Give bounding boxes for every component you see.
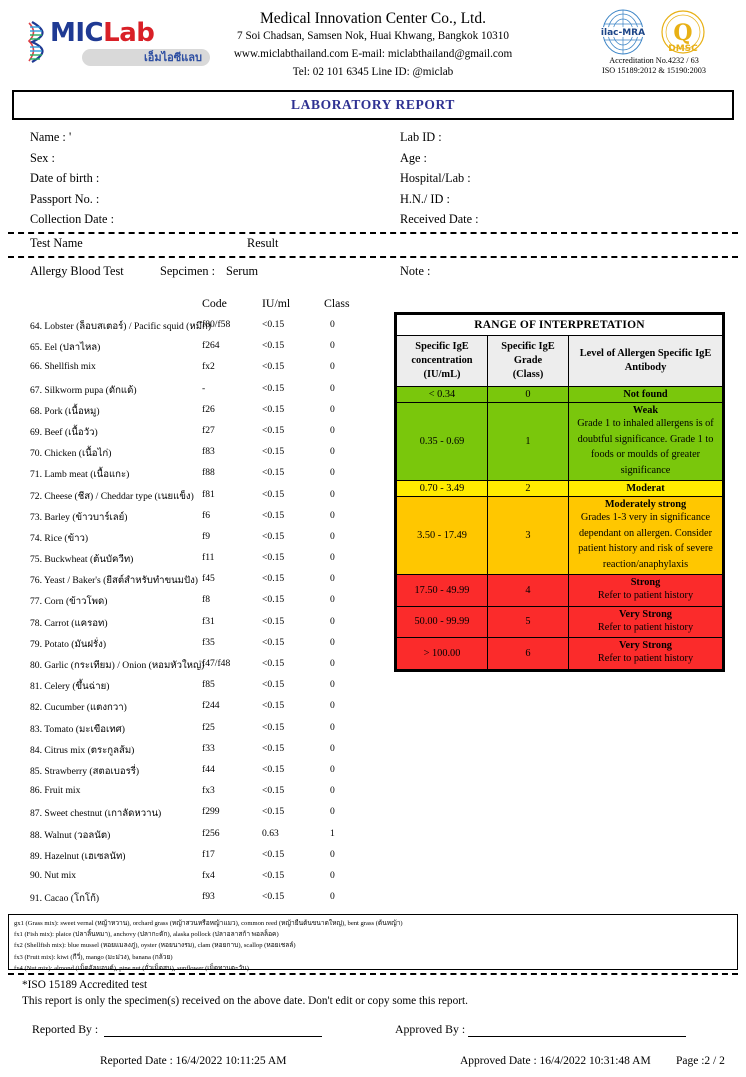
allergen-class-value: 0	[330, 700, 335, 712]
field-dob-label: Date of birth :	[30, 171, 100, 185]
allergen-code: f81	[202, 488, 215, 500]
logo-mic-text: MIC	[50, 18, 104, 48]
interpretation-range: 0.35 - 0.69	[397, 403, 488, 481]
results-header-class: Class	[324, 296, 350, 310]
specimen-label: Sepcimen :	[160, 264, 215, 278]
interpretation-range: 17.50 - 49.99	[397, 575, 488, 607]
allergen-name: 86. Fruit mix	[30, 785, 81, 797]
allergen-name: 69. Beef (เนื้อวัว)	[30, 426, 98, 438]
results-rows-host	[30, 316, 375, 909]
field-age	[400, 148, 479, 169]
allergen-code: f83	[202, 446, 215, 458]
interpretation-grade: 2	[488, 481, 569, 497]
allergen-iu-value: <0.15	[262, 848, 285, 860]
interpretation-row	[397, 575, 723, 607]
interpretation-row	[397, 638, 723, 670]
allergen-class-value: 0	[330, 785, 335, 797]
allergen-code: f45	[202, 573, 215, 585]
specimen-row	[0, 264, 746, 286]
interpretation-level-description: Grades 1-3 very in significance dependant on allergen. Consider patient history and risk of severe reaction/anaphylaxis	[578, 512, 713, 570]
approved-by-label: Approved By :	[395, 1022, 466, 1036]
allergen-class-value: 0	[330, 319, 335, 330]
allergen-iu-value: <0.15	[262, 340, 285, 352]
allergen-code: f85	[202, 679, 215, 691]
allergen-class-value: 0	[330, 552, 335, 564]
signature-section	[0, 1020, 746, 1054]
allergen-class-value: 0	[330, 509, 335, 521]
approved-date: Approved Date : 16/4/2022 10:31:48 AM	[460, 1055, 651, 1067]
allergen-iu-value: <0.15	[262, 763, 285, 775]
interpretation-range: > 100.00	[397, 638, 488, 670]
accreditation-number: Accreditation No.4232 / 63	[609, 56, 699, 65]
footnote-fx2: fx2 (Shellfish mix): blue mussel (หอยแมลงภู่), oyster (หอยนางรม), clam (หอยกาบ), scallop (หอยเชลล์)	[14, 942, 296, 950]
table-row	[30, 740, 375, 761]
interpretation-range: 0.70 - 3.49	[397, 481, 488, 497]
field-name-label: Name :	[30, 130, 66, 144]
field-age-label: Age :	[400, 150, 427, 165]
page-number: Page :2 / 2	[676, 1055, 725, 1067]
allergen-code: f27	[202, 424, 215, 436]
field-collection-date	[30, 209, 114, 230]
allergen-class-value: 0	[330, 467, 335, 479]
allergen-iu-value: <0.15	[262, 594, 285, 606]
allergen-iu-value: <0.15	[262, 700, 285, 712]
allergen-name: 79. Potato (มันฝรั่ง)	[30, 638, 107, 650]
table-row	[30, 719, 375, 740]
table-row	[30, 549, 375, 570]
allergen-iu-value: <0.15	[262, 446, 285, 458]
table-row	[30, 401, 375, 422]
field-name-value: '	[68, 130, 72, 144]
interpretation-title-row	[397, 315, 723, 336]
allergen-code: f31	[202, 615, 215, 627]
allergen-class-value: 1	[330, 827, 335, 839]
report-title-bar	[12, 90, 734, 120]
interpretation-level-title: Moderat	[626, 483, 665, 494]
allergen-code: f93	[202, 891, 215, 903]
allergen-results-table	[30, 296, 375, 909]
footer-dates	[0, 1055, 746, 1077]
allergen-code: f35	[202, 636, 215, 648]
field-hospital-lab	[400, 168, 479, 189]
allergen-code: fx4	[202, 869, 215, 881]
allergen-class-value: 0	[330, 891, 335, 903]
allergen-class-value: 0	[330, 573, 335, 585]
interpretation-row	[397, 403, 723, 481]
allergen-iu-value: <0.15	[262, 869, 285, 881]
field-lab-id	[400, 127, 479, 148]
interpretation-level	[569, 606, 723, 638]
allergen-name: 77. Corn (ข้าวโพด)	[30, 596, 108, 608]
allergen-iu-value: <0.15	[262, 636, 285, 648]
range-of-interpretation-table	[394, 312, 725, 672]
svg-text:DMSC: DMSC	[668, 44, 698, 54]
allergen-code: f80/f58	[202, 319, 231, 330]
interpretation-level	[569, 481, 723, 497]
header-test-name: Test Name	[30, 236, 83, 250]
table-row	[30, 782, 375, 803]
allergen-iu-value: <0.15	[262, 403, 285, 415]
interpretation-grade: 4	[488, 575, 569, 607]
allergen-iu-value: <0.15	[262, 806, 285, 818]
allergen-name: 80. Garlic (กระเทียม) / Onion (หอมหัวใหญ่)	[30, 660, 205, 671]
interpretation-grid	[396, 314, 723, 670]
allergen-class-value: 0	[330, 382, 335, 394]
allergen-name: 67. Silkworm pupa (ดักแด้)	[30, 384, 137, 396]
allergen-code: f44	[202, 763, 215, 775]
logo-lab-text: Lab	[103, 18, 155, 48]
approved-by-signature-line[interactable]	[468, 1036, 686, 1037]
allergen-name: 68. Pork (เนื้อหมู)	[30, 405, 100, 417]
report-body	[0, 264, 746, 914]
divider-bottom	[8, 256, 738, 258]
table-row	[30, 803, 375, 824]
allergen-iu-value: <0.15	[262, 552, 285, 564]
results-header-iu: IU/ml	[262, 296, 291, 310]
interpretation-grade: 6	[488, 638, 569, 670]
allergen-name: 87. Sweet chestnut (เกาลัดหวาน)	[30, 808, 162, 820]
field-lab-id-label: Lab ID :	[400, 130, 442, 144]
svg-text:Q: Q	[673, 20, 693, 46]
allergen-iu-value: <0.15	[262, 530, 285, 542]
specimen-value: Serum	[226, 264, 259, 278]
table-row	[30, 846, 375, 867]
interpretation-grade: 3	[488, 497, 569, 575]
interpretation-level-title: Very Strong	[619, 640, 672, 651]
interpretation-grade: 1	[488, 403, 569, 481]
reported-by-label: Reported By :	[32, 1022, 99, 1036]
allergen-code: f25	[202, 721, 215, 733]
reported-by-signature-line[interactable]	[104, 1036, 322, 1037]
table-row	[30, 761, 375, 782]
allergen-iu-value: 0.63	[262, 827, 279, 839]
allergen-iu-value: <0.15	[262, 573, 285, 585]
table-row	[30, 676, 375, 697]
allergen-code: f11	[202, 552, 215, 564]
hdr-level-line2: Antibody	[624, 362, 667, 373]
allergen-code: -	[202, 382, 206, 394]
logo-wordmark	[50, 18, 154, 48]
field-received-date-label: Received Date :	[400, 212, 479, 226]
table-row	[30, 867, 375, 888]
disclaimer-line-2: This report is only the specimen(s) received on the above date. Don't edit or copy some this report.	[22, 994, 468, 1007]
dna-helix-icon	[26, 20, 52, 64]
table-row	[30, 697, 375, 718]
allergen-class-value: 0	[330, 679, 335, 691]
allergen-iu-value: <0.15	[262, 615, 285, 627]
allergen-code: f33	[202, 742, 215, 754]
allergen-name: 74. Rice (ข้าว)	[30, 532, 89, 544]
allergen-iu-value: <0.15	[262, 488, 285, 500]
table-row	[30, 380, 375, 401]
allergen-name: 66. Shellfish mix	[30, 361, 96, 373]
allergen-name: 84. Citrus mix (ตระกูลส้ม)	[30, 744, 135, 756]
allergen-class-value: 0	[330, 658, 335, 669]
allergen-name: 89. Hazelnut (เฮเซลนัท)	[30, 850, 126, 862]
interpretation-level	[569, 638, 723, 670]
allergen-class-value: 0	[330, 403, 335, 415]
table-row	[30, 316, 375, 337]
table-row	[30, 528, 375, 549]
allergen-name: 70. Chicken (เนื้อไก่)	[30, 448, 112, 460]
allergen-name: 85. Strawberry (สตอเบอรรี่)	[30, 765, 140, 777]
note-label: Note :	[400, 264, 431, 278]
interpretation-range: 50.00 - 99.99	[397, 606, 488, 638]
allergen-code: f47/f48	[202, 658, 231, 669]
field-passport-no	[30, 189, 114, 210]
results-header-row	[30, 296, 375, 316]
allergen-class-value: 0	[330, 869, 335, 881]
table-row	[30, 464, 375, 485]
footnote-gx1: gx1 (Grass mix): sweet vernal (หญ้าหวาน), orchard grass (หญ้าสวนหรือหญ้าแมว), common reed (หญ้ายืนต้นขนาดใหญ่), bent grass (ต้นหญ้า)	[14, 920, 403, 927]
report-header	[0, 0, 746, 88]
allergen-code: f17	[202, 848, 215, 860]
allergen-name: 91. Cacao (โกโก้)	[30, 893, 100, 905]
interpretation-level-description: Refer to patient history	[597, 653, 694, 664]
hdr-grade-line2: Grade	[513, 355, 543, 366]
disclaimer-line-1: *ISO 15189 Accredited test	[22, 979, 148, 991]
allergen-class-value: 0	[330, 806, 335, 818]
allergen-iu-value: <0.15	[262, 679, 285, 691]
allergen-code: fx2	[202, 361, 215, 373]
patient-info-left-column	[30, 127, 114, 230]
hdr-conc-line2: concentration	[411, 355, 473, 366]
interpretation-level-title: Not found	[623, 389, 668, 400]
allergen-iu-value: <0.15	[262, 721, 285, 733]
table-row	[30, 591, 375, 612]
interpretation-range: < 0.34	[397, 387, 488, 403]
allergen-iu-value: <0.15	[262, 785, 285, 797]
table-row	[30, 613, 375, 634]
table-row	[30, 358, 375, 379]
logo-thai-text: เอ็มไอซีแลบ	[143, 51, 202, 64]
allergen-name: 83. Tomato (มะเขือเทศ)	[30, 723, 125, 735]
interpretation-range: 3.50 - 17.49	[397, 497, 488, 575]
field-hospital-label: Hospital/Lab :	[400, 171, 471, 185]
interpretation-header-grade	[488, 336, 569, 387]
allergen-iu-value: <0.15	[262, 891, 285, 903]
allergen-class-value: 0	[330, 721, 335, 733]
footnote-fx3: fx3 (Fruit mix): kiwi (กีวี่), mango (มะม่วง), banana (กล้วย)	[14, 953, 173, 961]
field-hn-label: H.N./ ID :	[400, 191, 450, 206]
interpretation-header-level	[569, 336, 723, 387]
hdr-conc-line3: (IU/mL)	[423, 369, 461, 380]
interpretation-header-concentration	[397, 336, 488, 387]
allergen-name: 90. Nut mix	[30, 869, 77, 881]
table-row	[30, 486, 375, 507]
ilac-mra-icon	[597, 8, 649, 56]
accreditation-logos	[568, 8, 740, 56]
accreditation-iso: ISO 15189:2012 & 15190:2003	[602, 66, 706, 75]
allergen-iu-value: <0.15	[262, 658, 285, 669]
allergen-code: f26	[202, 403, 215, 415]
interpretation-level-title: Moderately strong	[604, 499, 687, 510]
allergen-name: 64. Lobster (ล็อบสเตอร์) / Pacific squid (หมึก)	[30, 321, 212, 332]
allergen-name: 72. Cheese (ชีส) / Cheddar type (เนยแข็ง)	[30, 490, 194, 502]
allergen-name: 65. Eel (ปลาไหล)	[30, 342, 101, 354]
hdr-grade-line1: Specific IgE	[501, 341, 555, 352]
hdr-level-line1: Level of Allergen Specific IgE	[579, 348, 712, 359]
table-row	[30, 634, 375, 655]
interpretation-level-description: Refer to patient history	[597, 590, 694, 601]
mix-footnotes-box	[8, 914, 738, 970]
table-row	[30, 443, 375, 464]
table-row	[30, 337, 375, 358]
footnote-fx4: fx4 (Nut mix): almond (เม็ดอัลมอนด์), pine nut (ถั่วเม็ดสน), sunflower (เม็ดทานตะวัน)	[14, 964, 249, 972]
allergen-code: f8	[202, 594, 210, 606]
allergen-code: f256	[202, 827, 220, 839]
allergen-code: f244	[202, 700, 220, 712]
allergen-code: f88	[202, 467, 215, 479]
interpretation-row	[397, 481, 723, 497]
allergen-class-value: 0	[330, 848, 335, 860]
reported-date: Reported Date : 16/4/2022 10:11:25 AM	[100, 1055, 287, 1067]
field-date-of-birth	[30, 168, 114, 189]
company-address: 7 Soi Chadsan, Samsen Nok, Huai Khwang, Bangkok 10310	[237, 30, 509, 42]
allergen-class-value: 0	[330, 446, 335, 458]
allergen-code: f264	[202, 340, 220, 352]
hdr-conc-line1: Specific IgE	[415, 341, 469, 352]
interpretation-level-title: Strong	[630, 577, 661, 588]
allergen-code: f299	[202, 806, 220, 818]
interpretation-level-description: Grade 1 to inhaled allergens is of doubtful significance. Grade 1 to foods or moulds of greater significance	[577, 418, 714, 476]
allergen-code: f9	[202, 530, 210, 542]
result-column-headers	[0, 234, 746, 256]
interpretation-grade: 0	[488, 387, 569, 403]
field-collection-date-label: Collection Date :	[30, 212, 115, 226]
header-result: Result	[247, 236, 279, 250]
allergen-name: 81. Celery (ขึ้นฉ่าย)	[30, 681, 110, 693]
allergen-name: 88. Walnut (วอลนัต)	[30, 829, 111, 841]
interpretation-row	[397, 606, 723, 638]
interpretation-level	[569, 403, 723, 481]
interpretation-title: RANGE OF INTERPRETATION	[397, 315, 723, 336]
field-sex	[30, 148, 114, 169]
allergen-iu-value: <0.15	[262, 319, 285, 330]
patient-info-section	[0, 127, 746, 232]
allergen-code: f6	[202, 509, 210, 521]
allergen-code: fx3	[202, 785, 215, 797]
table-row	[30, 655, 375, 676]
company-name: Medical Innovation Center Co., Ltd.	[260, 10, 486, 27]
field-passport-label: Passport No. :	[30, 191, 100, 206]
footnote-fx1: fx1 (Fish mix): plaice (ปลาลิ้นหมา), anchovy (ปลากะตัก), alaska pollock (ปลาอลาสก้า พอลล็อค)	[14, 931, 279, 939]
dmsc-quality-icon	[655, 8, 711, 56]
table-row	[30, 507, 375, 528]
accreditation-block	[568, 8, 740, 76]
allergen-iu-value: <0.15	[262, 424, 285, 436]
allergen-iu-value: <0.15	[262, 467, 285, 479]
allergen-iu-value: <0.15	[262, 742, 285, 754]
interpretation-level	[569, 575, 723, 607]
interpretation-level-title: Very Strong	[619, 608, 672, 620]
miclab-logo	[26, 18, 211, 74]
company-tel-line: Tel: 02 101 6345 Line ID: @miclab	[292, 66, 454, 78]
allergen-name: 75. Buckwheat (ต้นบัควีท)	[30, 554, 134, 566]
interpretation-level-title: Weak	[632, 405, 659, 416]
allergen-iu-value: <0.15	[262, 509, 285, 521]
interpretation-grade: 5	[488, 606, 569, 638]
field-sex-label: Sex :	[30, 150, 55, 165]
allergen-name: 82. Cucumber (แตงกวา)	[30, 702, 127, 714]
interpretation-level	[569, 387, 723, 403]
allergen-name: 76. Yeast / Baker's (ยีสต์สำหรับทำขนมปัง)	[30, 575, 198, 587]
allergen-name: 78. Carrot (แครอท)	[30, 617, 108, 629]
test-panel-name: Allergy Blood Test	[30, 264, 124, 278]
table-row	[30, 570, 375, 591]
field-received-date	[400, 209, 479, 230]
patient-info-right-column	[400, 127, 479, 230]
allergen-class-value: 0	[330, 361, 335, 373]
allergen-class-value: 0	[330, 594, 335, 606]
results-header-code: Code	[202, 296, 227, 310]
interpretation-rows-host	[397, 387, 723, 670]
table-row	[30, 422, 375, 443]
allergen-class-value: 0	[330, 615, 335, 627]
interpretation-row	[397, 387, 723, 403]
interpretation-header-row	[397, 336, 723, 387]
table-row	[30, 825, 375, 846]
allergen-class-value: 0	[330, 636, 335, 648]
allergen-name: 71. Lamb meat (เนื้อแกะ)	[30, 469, 130, 481]
field-name	[30, 127, 114, 148]
interpretation-level	[569, 497, 723, 575]
report-title: LABORATORY REPORT	[291, 97, 455, 112]
svg-text:ilac-MRA: ilac-MRA	[600, 28, 646, 38]
field-hn-id	[400, 189, 479, 210]
hdr-grade-line3: (Class)	[512, 369, 544, 380]
allergen-class-value: 0	[330, 530, 335, 542]
allergen-name: 73. Barley (ข้าวบาร์เลย์)	[30, 511, 128, 523]
allergen-iu-value: <0.15	[262, 382, 285, 394]
company-web-email: www.miclabthailand.com E-mail: miclabthailand@gmail.com	[233, 48, 513, 60]
allergen-iu-value: <0.15	[262, 361, 285, 373]
allergen-class-value: 0	[330, 424, 335, 436]
allergen-class-value: 0	[330, 742, 335, 754]
interpretation-row	[397, 497, 723, 575]
allergen-class-value: 0	[330, 488, 335, 500]
interpretation-level-description: Refer to patient history	[597, 621, 694, 633]
table-row	[30, 888, 375, 909]
allergen-class-value: 0	[330, 340, 335, 352]
allergen-class-value: 0	[330, 763, 335, 775]
